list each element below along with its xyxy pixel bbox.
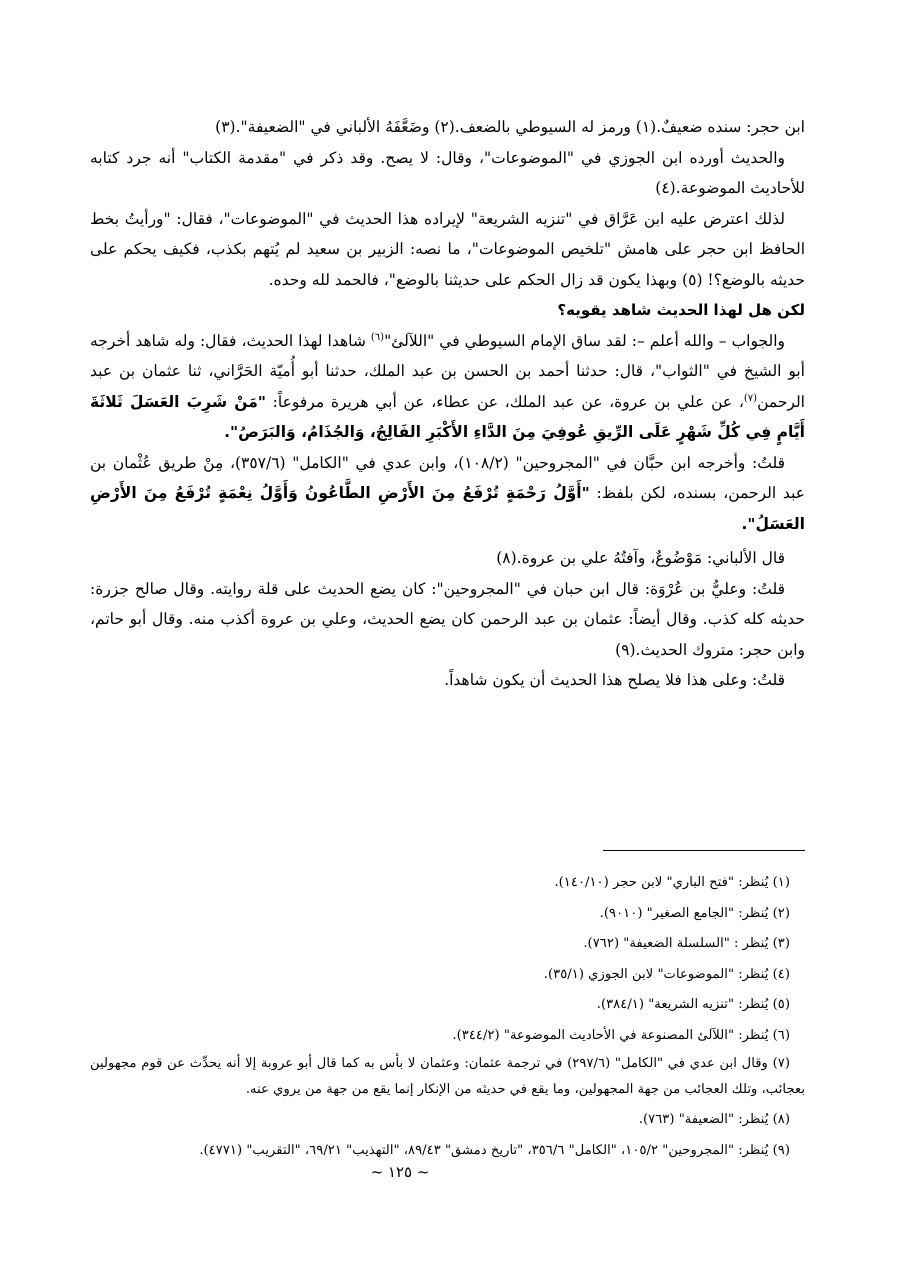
footnotes [90, 868, 805, 1166]
paragraph-8: قلتُ: وعلى هذا فلا يصلح هذا الحديث أن يكون شاهداً. [444, 671, 785, 689]
footnote-3: (٣) يُنظر : "السلسلة الضعيفة" (٧٦٢). [583, 936, 790, 951]
paragraph-5-text: قلتُ: وأخرجه ابن حبَّان في "المجروحين" (١٠٨/٢)، وابن عدي في "الكامل" (٣٥٧/٦)، مِنْ طريق عُثْمان بن عبد الرحمن، بسنده، لكن بلفظ: [90, 453, 805, 502]
footnote-4: (٤) يُنظر: "الموضوعات" لابن الجوزي (٣٥/١). [543, 966, 790, 982]
paragraph-2: والحديث أورده ابن الجوزي في "الموضوعات"، وقال: لا يصح. وقد ذكر في "مقدمة الكتاب" أنه جرد كتابه للأحاديث الموضوعة.(٤) [90, 148, 805, 197]
paragraph-3: لذلك اعترض عليه ابن عَرَّاق في "تنزيه الشريعة" لإيراده هذا الحديث في "الموضوعات"، فقال: "ورأيتُ بخط الحافظ ابن حجر على هامش "تلخيص الموضوعات"، ما نصه: الزبير بن سعيد لم يُتهم بكذب، فكيف يحكم على حديثه بالوضع؟! (٥) وبهذا يكون قد زال الحكم على حديثنا بالوضع"، فالحمد لله وحده. [90, 209, 805, 289]
footnote-8: (٨) يُنظر: "الضعيفة" (٧٦٣). [638, 1112, 790, 1127]
footnote-1: (١) يُنظر: "فتح الباري" لابن حجر (١٤٠/١٠). [554, 875, 790, 890]
paragraph-7: قلتُ: وعليُّ بن عُرْوَة: قال ابن حبان في "المجروحين": كان يضع الحديث على قلة روايته. وقال صالح جزرة: حديثه كله كذب. وقال أيضاً: عثمان بن عبد الرحمن كان يضع الحديث، وعلي بن عروة أكذب منه. وقال أبو حاتم، وابن حجر: متروك الحديث.(٩) [90, 579, 805, 659]
footnote-9: (٩) يُنظر: "المجروحين" ١٠٥/٢، "الكامل" ٣٥٦/٦، "تاريخ دمشق" ٨٩/٤٣، "التهذيب" ٦٩/٢١، "التقريب" (٤٧٧١). [199, 1142, 790, 1158]
hadith-quote-1: "مَنْ شَرِبَ العَسَلَ ثَلاثَةَ أَيَّامٍ فِي كُلِّ شَهْرٍ عَلَى الرِّيقِ عُوفِيَ مِنَ الدَّاءِ الأَكْبَرِ الفَالِجُ، وَالجُذَامُ، وَالبَرَصُ". [90, 392, 805, 441]
paragraph-4 [90, 326, 805, 448]
footnote-6: (٦) يُنظر: "اللآلئ المصنوعة في الأحاديث الموضوعة" (٣٤٤/٢). [452, 1027, 790, 1043]
footnote-separator [603, 850, 805, 851]
section-heading: لكن هل لهذا الحديث شاهد يقويه؟ [557, 301, 805, 319]
page-number: ~ ١٢٥ ~ [370, 1163, 430, 1181]
paragraph-4-part-a: والجواب – والله أعلم –: لقد ساق الإمام السيوطي في "اللآلئ" [384, 331, 785, 350]
paragraph-1: ابن حجر: سنده ضعيفٌ.(١) ورمز له السيوطي بالضعف.(٢) وضَعَّفَهُ الألباني في "الضعيفة".(٣) [215, 118, 805, 136]
main-text [90, 112, 805, 696]
hadith-quote-2: "أَوَّلُ رَحْمَةٍ تُرْفَعُ مِنَ الأَرْضِ الطَّاعُونُ وَأَوَّلُ نِعْمَةٍ تُرْفَعُ مِنَ الأَرْضِ العَسَلُ". [90, 484, 805, 533]
paragraph-4-part-b: شاهدا لهذا الحديث، فقال: وله شاهد أخرجه أبو الشيخ في "الثواب"، قال: حدثنا أحمد بن الحسن بن عبد الملك، حدثنا أبو أُميّة الحَرَّاني، ثنا عثمان بن عبد الرحمن [90, 331, 805, 411]
footnote-5: (٥) يُنظر: "تنزيه الشريعة" (٣٨٤/١). [596, 997, 790, 1012]
footnote-2: (٢) يُنظر: "الجامع الصغير" (٩٠١٠). [599, 905, 790, 921]
paragraph-4-part-c: ، عن علي بن عروة، عن عبد الملك، عن عطاء، عن أبي هريرة مرفوعاً: [272, 392, 744, 411]
paragraph-5 [90, 448, 805, 540]
paragraph-6: قال الألباني: مَوْضُوعٌ، وآفتُهُ علي بن عروة.(٨) [496, 549, 785, 567]
footnote-ref-7: (٧) [743, 392, 758, 404]
footnote-7: (٧) وقال ابن عدي في "الكامل" (٢٩٧/٦) في ترجمة عثمان: وعثمان لا بأس به كما قال أبو عروبة إلا أنه يحدِّث عن قوم مجهولين بعجائب، وتلك العجائب من جهة المجهولين، وما يقع في حديثه من الإنكار إنما يقع من جهة من يروي عنه. [90, 1056, 805, 1097]
footnote-ref-6: (٦) [370, 331, 385, 343]
